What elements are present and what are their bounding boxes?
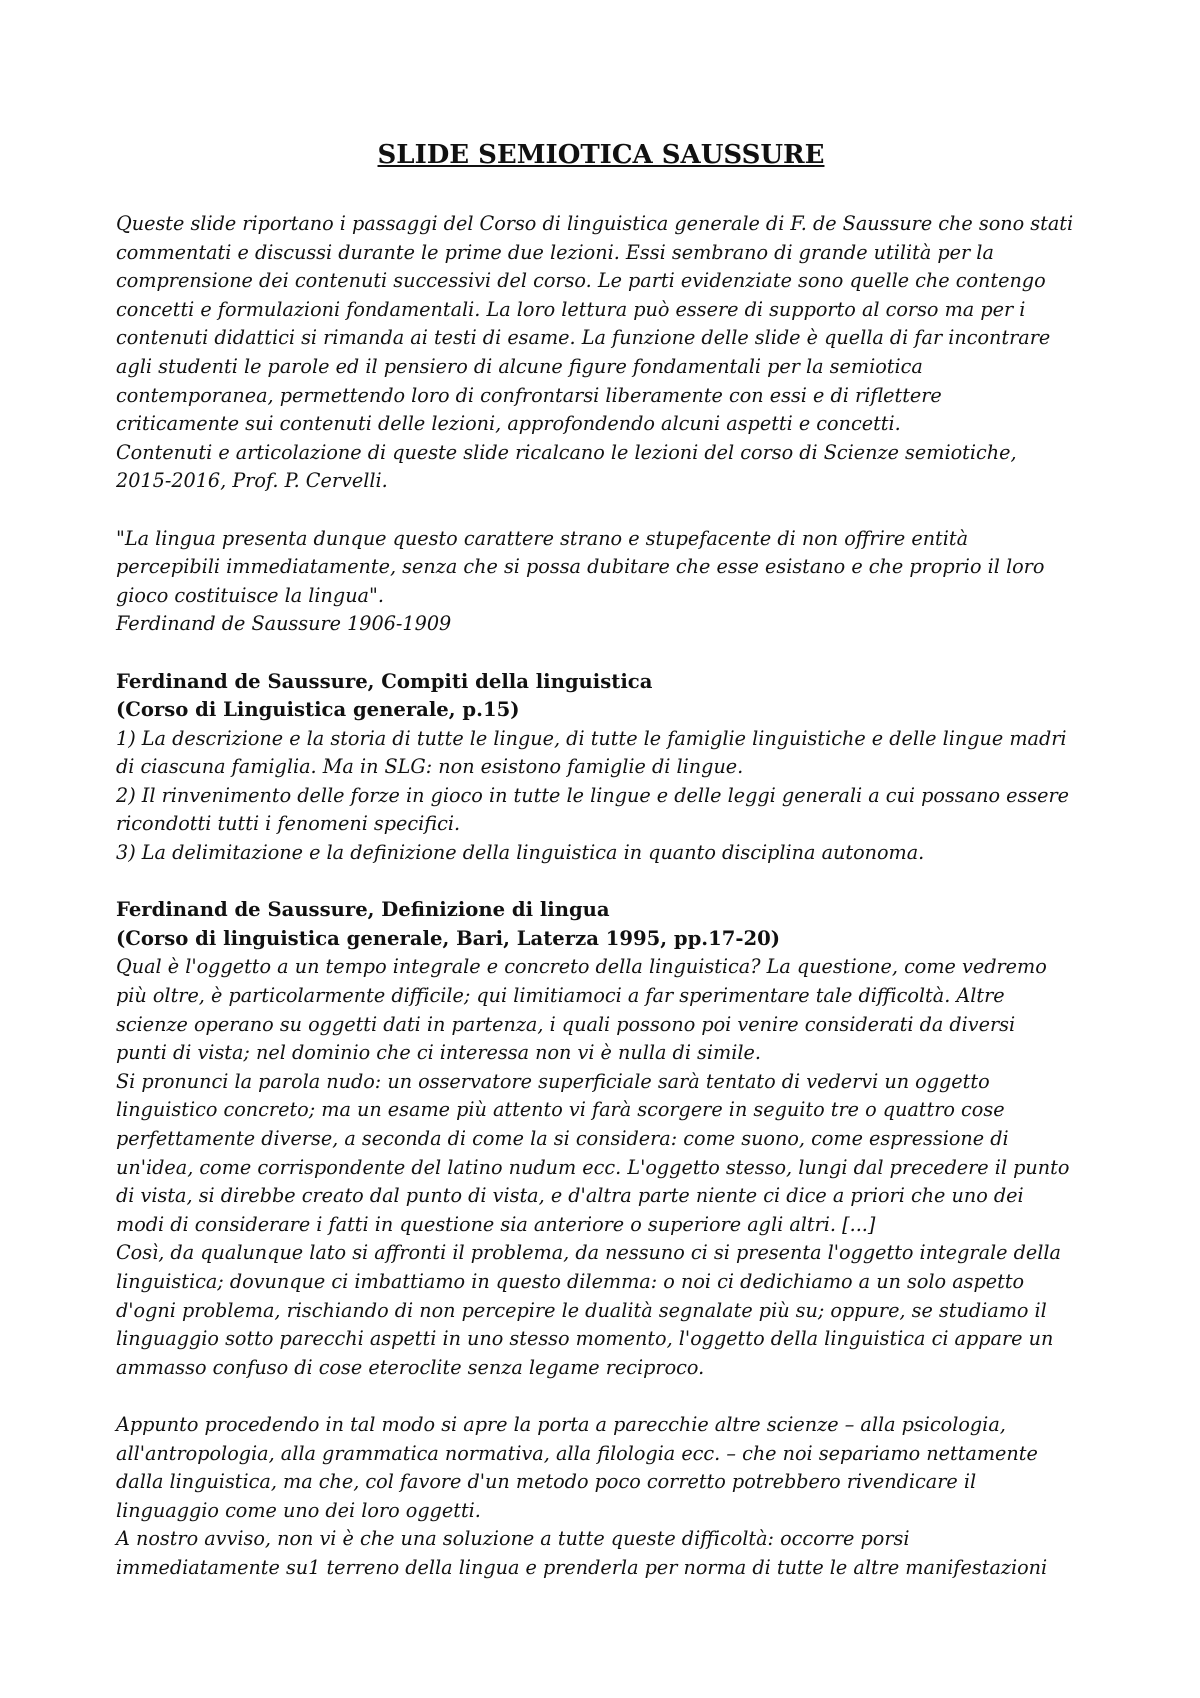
section-line: all'antropologia, alla grammatica normativa, alla filologia ecc. – che noi separiamo nettamente [116,1441,1038,1465]
section-line: linguaggio come uno dei loro oggetti. [116,1498,481,1522]
section-line: d'ogni problema, rischiando di non percepire le dualità segnalate più su; oppure, se studiamo il [116,1298,1047,1322]
intro-line: Queste slide riportano i passaggi del Corso di linguistica generale di F. de Saussure che sono stati [116,212,1074,235]
spacer [116,496,1086,525]
section-line: di vista, si direbbe creato dal punto di vista, e d'altra parte niente ci dice a priori che uno dei [116,1184,1024,1208]
section-heading: Ferdinand de Saussure, Compiti della linguistica [116,669,653,693]
section-subheading: (Corso di linguistica generale, Bari, Laterza 1995, pp.17-20) [116,926,781,950]
section-line: linguistico concreto; ma un esame più attento vi farà scorgere in seguito tre o quattro cose [116,1098,1005,1122]
section-line: ricondotti tutti i fenomeni specifici. [116,812,461,836]
section-line: Si pronunci la parola nudo: un osservatore superficiale sarà tentato di vedervi un oggetto [116,1069,990,1093]
section-line: Appunto procedendo in tal modo si apre la porta a parecchie altre scienze – alla psicologia, [116,1412,1006,1436]
section-subheading: (Corso di Linguistica generale, p.15) [116,698,520,722]
quote-line: percepibili immediatamente, senza che si possa dubitare che esse esistano e che proprio il loro [116,555,1045,579]
section-line: un'idea, come corrispondente del latino nudum ecc. L'oggetto stesso, lungi dal precedere il punto [116,1155,1070,1179]
intro-line: agli studenti le parole ed il pensiero di alcune figure fondamentali per la semiotica [116,354,923,378]
document-title: SLIDE SEMIOTICA SAUSSURE [377,140,825,170]
section-line: dalla linguistica, ma che, col favore d'un metodo poco corretto potrebbero rivendicare il [116,1470,977,1494]
intro-line: 2015-2016, Prof. P. Cervelli. [116,469,388,493]
quote-paragraph [116,525,1086,639]
section-heading: Ferdinand de Saussure, Definizione di lingua [116,898,610,922]
section-line: linguistica; dovunque ci imbattiamo in questo dilemma: o noi ci dedichiamo a un solo aspetto [116,1269,1025,1293]
quote-line: gioco costituisce la lingua". [116,583,384,607]
section-line: 3) La delimitazione e la definizione della linguistica in quanto disciplina autonoma. [116,841,925,865]
intro-line: criticamente sui contenuti delle lezioni, approfondendo alcuni aspetti e concetti. [116,412,901,436]
spacer [116,1382,1086,1411]
section-line: A nostro avviso, non vi è che una soluzione a tutte queste difficoltà: occorre porsi [116,1527,910,1551]
intro-line: contenuti didattici si rimanda ai testi di esame. La funzione delle slide è quella di far incontrare [116,326,1051,350]
intro-line: comprensione dei contenuti successivi del corso. Le parti evidenziate sono quelle che contengo [116,269,1046,293]
section-line: perfettamente diverse, a seconda di come la si considera: come suono, come espressione di [116,1127,1009,1150]
intro-paragraph [116,210,1086,496]
section-line: ammasso confuso di cose eteroclite senza legame reciproco. [116,1355,705,1379]
section-line: punti di vista; nel dominio che ci interessa non vi è nulla di simile. [116,1041,761,1065]
section-line: modi di considerare i fatti in questione sia anteriore o superiore agli altri. [...] [116,1212,876,1236]
section-line: 1) La descrizione e la storia di tutte le lingue, di tutte le famiglie linguistiche e delle lingue madri [116,726,1067,750]
section-compiti [116,668,1086,868]
section-line: 2) Il rinvenimento delle forze in gioco in tutte le lingue e delle leggi generali a cui possano essere [116,783,1070,807]
section-line: scienze operano su oggetti dati in partenza, i quali possono poi venire considerati da diversi [116,1012,1016,1036]
section-line: immediatamente su1 terreno della lingua e prenderla per norma di tutte le altre manifestazioni [116,1555,1048,1579]
section-line: Qual è l'oggetto a un tempo integrale e concreto della linguistica? La questione, come vedremo [116,955,1047,979]
intro-line: commentati e discussi durante le prime due lezioni. Essi sembrano di grande utilità per la [116,240,994,264]
intro-line: Contenuti e articolazione di queste slide ricalcano le lezioni del corso di Scienze semiotiche, [116,440,1017,464]
intro-line: concetti e formulazioni fondamentali. La loro lettura può essere di supporto al corso ma per i [116,297,1026,321]
section-line: linguaggio sotto parecchi aspetti in uno stesso momento, l'oggetto della linguistica ci appare un [116,1327,1054,1351]
spacer [116,639,1086,668]
section-line: di ciascuna famiglia. Ma in SLG: non esistono famiglie di lingue. [116,755,744,779]
section-line: Così, da qualunque lato si affronti il problema, da nessuno ci si presenta l'oggetto integrale della [116,1241,1061,1265]
quote-attribution: Ferdinand de Saussure 1906-1909 [116,612,452,636]
spacer [116,868,1086,897]
section-line: più oltre, è particolarmente difficile; qui limitiamoci a far sperimentare tale difficoltà. Altre [116,984,1005,1008]
quote-line: "La lingua presenta dunque questo carattere strano e stupefacente di non offrire entità [116,526,969,550]
document-page [116,140,1086,1583]
intro-line: contemporanea, permettendo loro di confrontarsi liberamente con essi e di riflettere [116,383,942,407]
section-definizione [116,896,1086,1582]
